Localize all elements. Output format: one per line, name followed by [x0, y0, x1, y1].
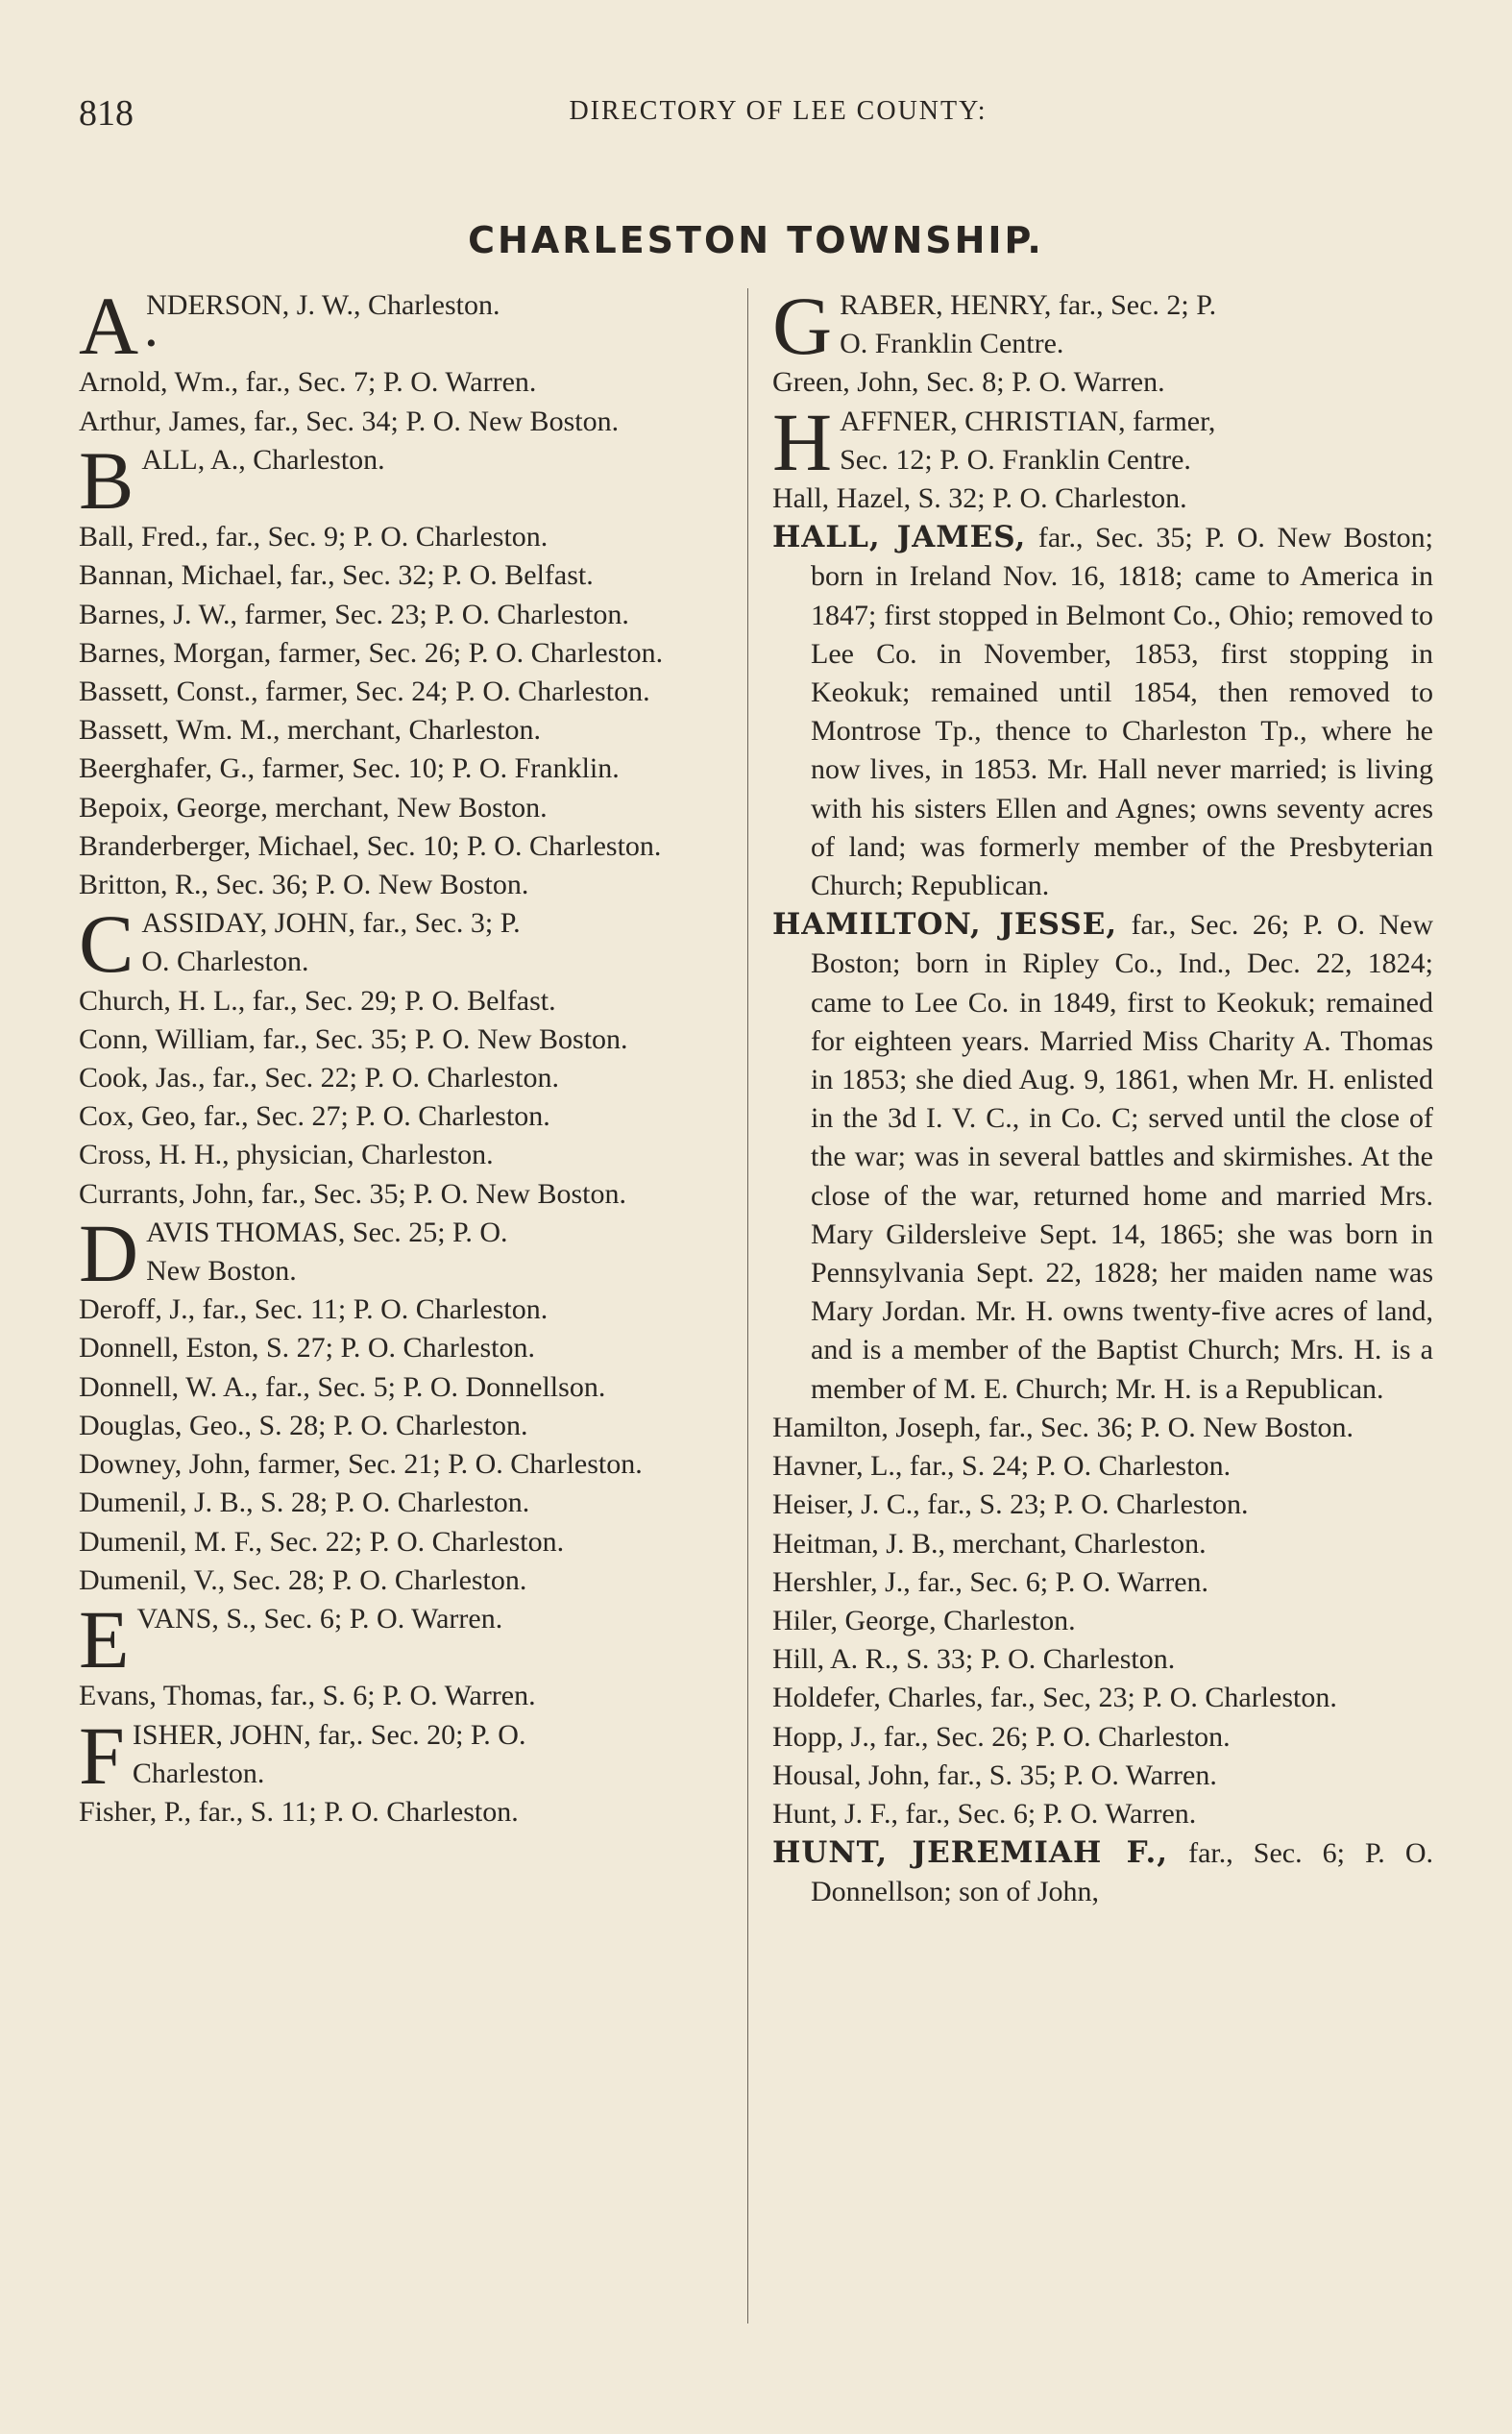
directory-entry	[79, 280, 732, 372]
entry-first-line: ISHER, JOHN, far,. Sec. 20; P. O.	[132, 1718, 526, 1751]
directory-entry: Hiler, George, Charleston.	[772, 1604, 1076, 1636]
entry-continuation	[79, 1638, 732, 1677]
entry-continuation: •	[146, 328, 157, 360]
directory-entry: Church, H. L., far., Sec. 29; P. O. Belfast.	[79, 984, 556, 1017]
directory-entry: Bassett, Wm. M., merchant, Charleston.	[79, 714, 542, 747]
biographical-entry	[772, 518, 1433, 905]
directory-entry: Hill, A. R., S. 33; P. O. Charleston.	[772, 1643, 1176, 1676]
directory-entry: Beerghafer, G., farmer, Sec. 10; P. O. Franklin.	[79, 752, 620, 785]
directory-entry: Heiser, J. C., far., S. 23; P. O. Charleston.	[772, 1488, 1249, 1521]
directory-entry: Ball, Fred., far., Sec. 9; P. O. Charleston.	[79, 521, 549, 553]
directory-entry: Branderberger, Michael, Sec. 10; P. O. Charleston.	[79, 829, 662, 862]
directory-entry: Currants, John, far., Sec. 35; P. O. New Boston.	[79, 1177, 626, 1210]
column-divider	[747, 288, 748, 2323]
directory-entry	[79, 1206, 732, 1299]
directory-entry: Hamilton, Joseph, far., Sec. 36; P. O. New Boston.	[772, 1411, 1353, 1443]
drop-cap-letter: A	[79, 280, 139, 372]
entry-continuation	[79, 479, 732, 518]
directory-entry: Hershler, J., far., Sec. 6; P. O. Warren.	[772, 1565, 1209, 1598]
directory-entry: Green, John, Sec. 8; P. O. Warren.	[772, 366, 1165, 399]
directory-entry: Cook, Jas., far., Sec. 22; P. O. Charleston.	[79, 1062, 559, 1094]
directory-entry	[79, 897, 732, 991]
directory-entry: Cox, Geo, far., Sec. 27; P. O. Charleston.	[79, 1100, 550, 1133]
drop-cap-letter: D	[79, 1206, 139, 1299]
directory-entry: Dumenil, V., Sec. 28; P. O. Charleston.	[79, 1563, 527, 1596]
directory-entry: Downey, John, farmer, Sec. 21; P. O. Charleston.	[79, 1448, 643, 1481]
biographical-entry	[772, 1833, 1433, 1911]
drop-cap-letter: G	[772, 280, 833, 372]
entry-first-line: ASSIDAY, JOHN, far., Sec. 3; P.	[141, 907, 521, 940]
directory-entry: Housal, John, far., S. 35; P. O. Warren.	[772, 1758, 1217, 1791]
entry-text: far., Sec. 26; P. O. New Boston; born in Ripley Co., Ind., Dec. 22, 1824; came to Lee Co. in 1849, first to Keokuk; remained for eighteen years. Married Miss Charity A. Thomas in 1853; she died Aug. 9, 1861, when Mr. H. enlisted in the 3d I. V. C., in Co. C; served until the close of the war; was in several battles and skirmishes. At the close of the war, returned home and married Mrs. Mary Gildersleive Sept. 14, 1865; she was born in Pennsylvania Sept. 22, 1828; her maiden name was Mary Jordan. Mr. H. owns twenty-five acres of land, and is a member of the Baptist Church; Mrs. H. is a member of M. E. Church; Mr. H. is a Republican.	[811, 909, 1434, 1405]
directory-entry	[79, 433, 732, 527]
directory-entry: Hopp, J., far., Sec. 26; P. O. Charleston.	[772, 1720, 1231, 1753]
directory-entry	[79, 1709, 732, 1802]
directory-entry	[772, 395, 1433, 488]
entry-continuation: New Boston.	[146, 1255, 297, 1288]
section-title: CHARLESTON TOWNSHIP.	[468, 219, 1044, 261]
directory-entry: Evans, Thomas, far., S. 6; P. O. Warren.	[79, 1680, 536, 1712]
running-head: DIRECTORY OF LEE COUNTY:	[569, 96, 988, 126]
directory-entry: Dumenil, M. F., Sec. 22; P. O. Charleston.	[79, 1525, 565, 1558]
entry-continuation: Charleston.	[132, 1757, 265, 1789]
directory-entry: Conn, William, far., Sec. 35; P. O. New Boston.	[79, 1022, 628, 1055]
directory-entry: Cross, H. H., physician, Charleston.	[79, 1139, 494, 1171]
entry-name: HUNT, JEREMIAH F.,	[772, 1835, 1169, 1871]
drop-cap-letter: B	[79, 433, 134, 527]
drop-cap-letter: H	[772, 395, 833, 488]
directory-entry	[79, 1592, 732, 1685]
directory-entry: Arnold, Wm., far., Sec. 7; P. O. Warren.	[79, 366, 537, 399]
entry-name: HALL, JAMES,	[772, 520, 1027, 555]
entry-text: far., Sec. 6; P. O. Donnellson; son of John,	[811, 1837, 1433, 1908]
directory-entry: Britton, R., Sec. 36; P. O. New Boston.	[79, 869, 529, 901]
directory-entry: Douglas, Geo., S. 28; P. O. Charleston.	[79, 1409, 528, 1441]
entry-first-line: ALL, A., Charleston.	[141, 443, 385, 476]
directory-entry: Hunt, J. F., far., Sec. 6; P. O. Warren.	[772, 1797, 1197, 1830]
entry-first-line: VANS, S., Sec. 6; P. O. Warren.	[136, 1602, 503, 1635]
directory-entry: Heitman, J. B., merchant, Charleston.	[772, 1527, 1207, 1560]
entry-continuation: O. Franklin Centre.	[840, 328, 1064, 360]
entry-text: far., Sec. 35; P. O. New Boston; born in Ireland Nov. 16, 1818; came to America in 1847; first stopped in Belmont Co., Ohio; removed to Lee Co. in November, 1853, first stopping in Keokuk; remained until 1854, then removed to Montrose Tp., thence to Charleston Tp., where he now lives, in 1853. Mr. Hall never married; is living with his sisters Ellen and Agnes; owns seventy acres of land; was formerly member of the Presbyterian Church; Republican.	[811, 522, 1433, 902]
entry-name: HAMILTON, JESSE,	[772, 907, 1118, 943]
directory-entry: Barnes, Morgan, farmer, Sec. 26; P. O. Charleston.	[79, 636, 664, 669]
drop-cap-letter: E	[79, 1592, 130, 1685]
directory-entry: Bassett, Const., farmer, Sec. 24; P. O. Charleston.	[79, 676, 650, 708]
directory-entry: Donnell, Eston, S. 27; P. O. Charleston.	[79, 1332, 536, 1365]
entry-first-line: RABER, HENRY, far., Sec. 2; P.	[840, 289, 1217, 321]
drop-cap-letter: C	[79, 897, 134, 991]
directory-entry: Dumenil, J. B., S. 28; P. O. Charleston.	[79, 1487, 530, 1519]
page-number: 818	[79, 93, 134, 134]
entry-continuation: O. Charleston.	[141, 946, 309, 978]
entry-first-line: AVIS THOMAS, Sec. 25; P. O.	[146, 1216, 508, 1248]
entry-first-line: AFFNER, CHRISTIAN, farmer,	[840, 405, 1216, 437]
directory-entry: Barnes, J. W., farmer, Sec. 23; P. O. Charleston.	[79, 598, 629, 630]
entry-first-line: NDERSON, J. W., Charleston.	[146, 289, 500, 321]
right-column	[772, 280, 1434, 1912]
entry-continuation: Sec. 12; P. O. Franklin Centre.	[840, 443, 1191, 476]
directory-entry: Hall, Hazel, S. 32; P. O. Charleston.	[772, 482, 1187, 515]
directory-entry: Bepoix, George, merchant, New Boston.	[79, 791, 548, 824]
directory-entry: Deroff, J., far., Sec. 11; P. O. Charleston.	[79, 1293, 549, 1326]
directory-entry: Havner, L., far., S. 24; P. O. Charleston.	[772, 1450, 1232, 1483]
directory-entry: Arthur, James, far., Sec. 34; P. O. New Boston.	[79, 405, 620, 437]
directory-entry: Bannan, Michael, far., Sec. 32; P. O. Belfast.	[79, 559, 594, 592]
directory-entry: Fisher, P., far., S. 11; P. O. Charleston.	[79, 1795, 519, 1828]
directory-entry: Holdefer, Charles, far., Sec, 23; P. O. Charleston.	[772, 1682, 1337, 1714]
biographical-entry	[772, 905, 1433, 1409]
left-column	[79, 280, 732, 1832]
directory-entry	[772, 280, 1433, 372]
drop-cap-letter: F	[79, 1709, 125, 1802]
directory-entry: Donnell, W. A., far., Sec. 5; P. O. Donnellson.	[79, 1370, 606, 1403]
